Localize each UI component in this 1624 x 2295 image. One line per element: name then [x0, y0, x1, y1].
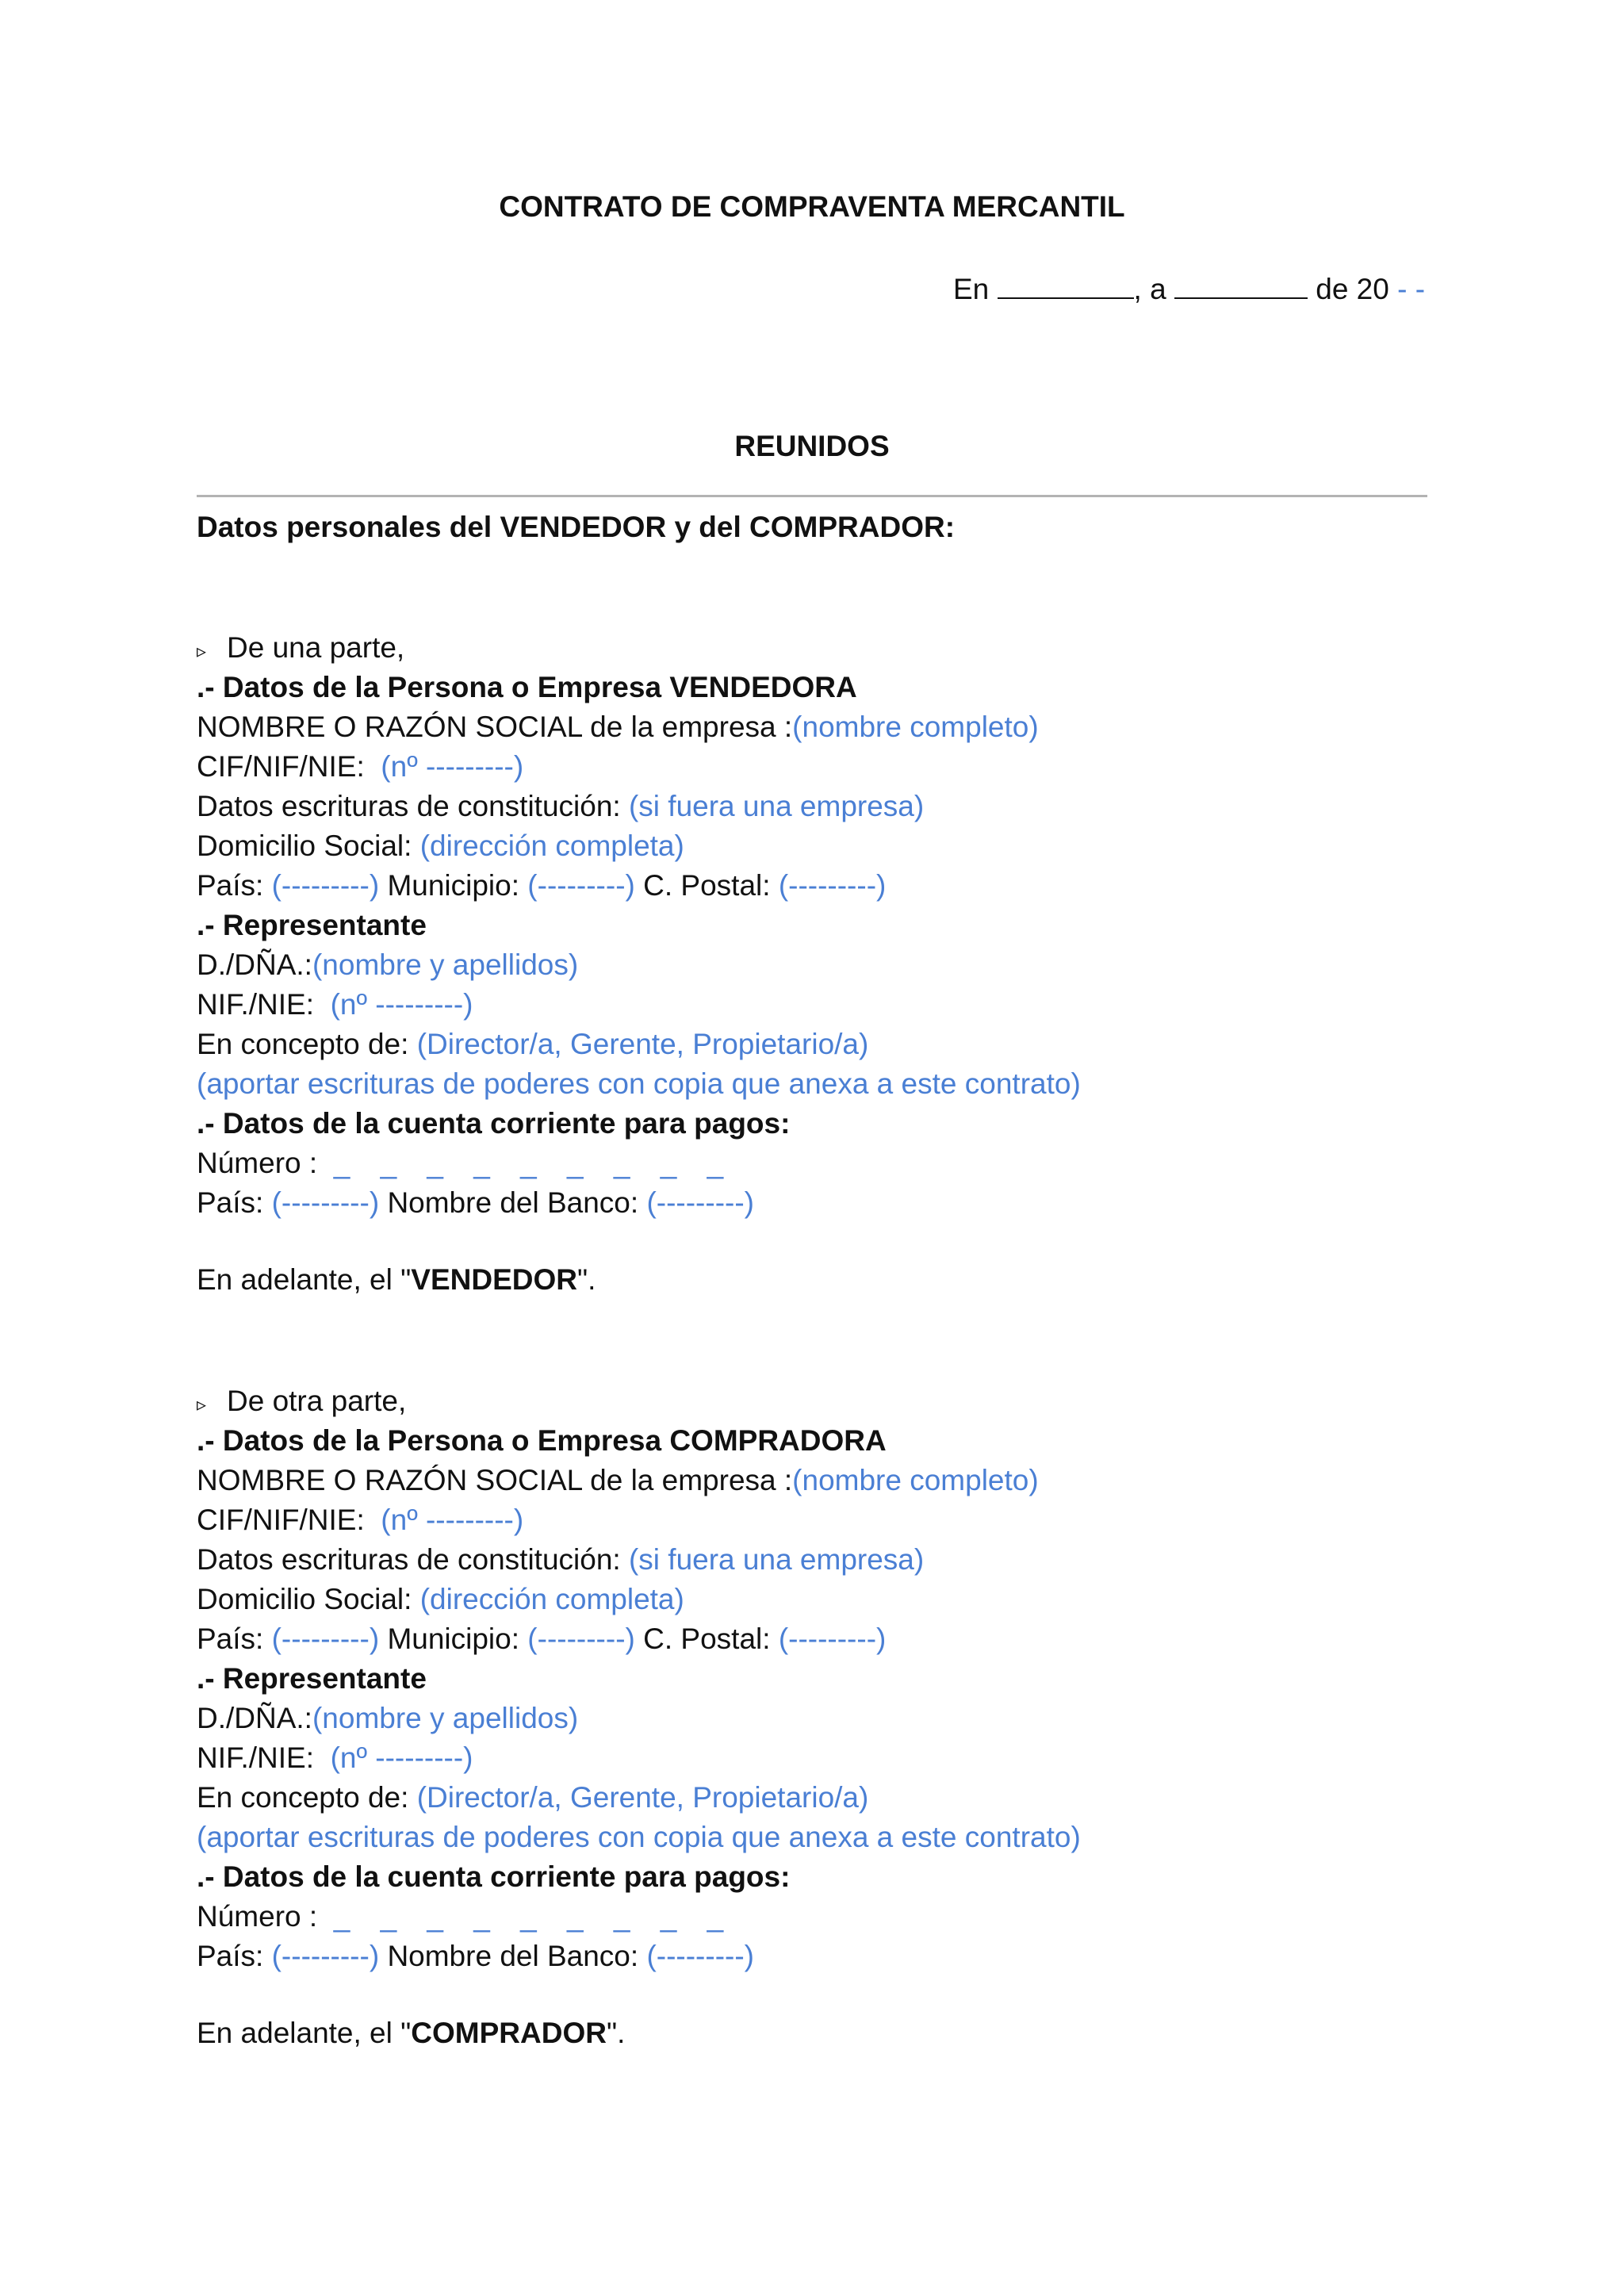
cpostal-placeholder: (---------) — [778, 869, 887, 902]
concepto-label: En concepto de: — [197, 1028, 409, 1060]
banco-placeholder: (---------) — [646, 1186, 754, 1219]
cif-placeholder: (nº ---------) — [381, 1504, 524, 1536]
vendedor-nif-line — [197, 988, 473, 1021]
date-prefix: En — [953, 273, 990, 305]
triangle-right-icon: ▹ — [197, 641, 207, 662]
banco-label: Nombre del Banco: — [387, 1186, 639, 1219]
domicilio-placeholder: (dirección completa) — [419, 829, 684, 862]
pais-placeholder: (---------) — [271, 1186, 380, 1219]
comprador-closing — [197, 2017, 625, 2050]
vendedor-banco-line — [197, 1186, 754, 1220]
domicilio-label: Domicilio Social: — [197, 829, 412, 862]
pais-label: País: — [197, 1623, 264, 1655]
vendedor-nombre-line — [197, 711, 1039, 744]
comprador-nif-line — [197, 1741, 473, 1775]
adelante-label: En adelante, el " — [197, 2017, 412, 2049]
comprador-dona-line — [197, 1702, 578, 1735]
cif-label: CIF/NIF/NIE: — [197, 1504, 365, 1536]
pais-placeholder: (---------) — [271, 1940, 380, 1972]
vendedor-closing — [197, 1263, 596, 1297]
nif-label: NIF./NIE: — [197, 988, 315, 1021]
vendedor-domicilio-line — [197, 829, 684, 863]
comprador-intro — [197, 1385, 406, 1418]
comprador-representante-heading: .- Representante — [197, 1662, 427, 1695]
vendedor-cuenta-heading: .- Datos de la cuenta corriente para pagos: — [197, 1107, 791, 1140]
escrituras-label: Datos escrituras de constitución: — [197, 790, 621, 822]
vendedor-concepto-line — [197, 1028, 868, 1061]
comprador-intro-text: De otra parte, — [227, 1385, 407, 1417]
municipio-placeholder: (---------) — [527, 869, 635, 902]
day-blank — [1174, 277, 1308, 299]
numero-placeholder: _ _ _ _ _ _ _ _ _ — [333, 1900, 735, 1933]
nombre-label: NOMBRE O RAZÓN SOCIAL de la empresa : — [197, 711, 793, 743]
nif-placeholder: (nº ---------) — [330, 988, 473, 1021]
nif-label: NIF./NIE: — [197, 1741, 315, 1774]
closing-quote: ". — [606, 2017, 626, 2049]
domicilio-placeholder: (dirección completa) — [419, 1583, 684, 1615]
concepto-label: En concepto de: — [197, 1781, 409, 1814]
vendedor-poderes-note: (aportar escrituras de poderes con copia que anexa a este contrato) — [197, 1067, 1081, 1100]
concepto-placeholder: (Director/a, Gerente, Propietario/a) — [416, 1781, 869, 1814]
pais-label: País: — [197, 1186, 264, 1219]
vendedor-heading: .- Datos de la Persona o Empresa VENDEDORA — [197, 671, 857, 703]
reunidos-heading: REUNIDOS — [734, 430, 890, 462]
dona-label: D./DÑA.: — [197, 948, 312, 981]
year-placeholder: - - — [1397, 273, 1426, 305]
vendedor-numero-line — [197, 1147, 734, 1180]
nif-placeholder: (nº ---------) — [330, 1741, 473, 1774]
vendedor-representante-heading: .- Representante — [197, 909, 427, 941]
vendedor-role: VENDEDOR — [411, 1263, 577, 1296]
vendedor-escrituras-line — [197, 790, 924, 823]
date-sep: , a — [1133, 273, 1166, 305]
horizontal-rule — [197, 495, 1427, 497]
comprador-cuenta-heading: .- Datos de la cuenta corriente para pagos: — [197, 1860, 791, 1893]
comprador-heading: .- Datos de la Persona o Empresa COMPRADORA — [197, 1424, 887, 1457]
vendedor-pais-line — [197, 869, 886, 902]
dona-label: D./DÑA.: — [197, 1702, 312, 1734]
vendedor-dona-line — [197, 948, 578, 982]
banco-placeholder: (---------) — [646, 1940, 754, 1972]
dona-placeholder: (nombre y apellidos) — [312, 948, 579, 981]
cpostal-label: C. Postal: — [643, 1623, 771, 1655]
comprador-cif-line — [197, 1504, 523, 1537]
numero-placeholder: _ _ _ _ _ _ _ _ _ — [333, 1147, 735, 1179]
nombre-label: NOMBRE O RAZÓN SOCIAL de la empresa : — [197, 1464, 793, 1496]
numero-label: Número : — [197, 1900, 318, 1933]
cif-placeholder: (nº ---------) — [381, 750, 524, 783]
place-blank — [998, 277, 1134, 299]
comprador-concepto-line — [197, 1781, 868, 1814]
nombre-placeholder: (nombre completo) — [792, 1464, 1039, 1496]
comprador-nombre-line — [197, 1464, 1039, 1497]
cpostal-placeholder: (---------) — [778, 1623, 887, 1655]
municipio-label: Municipio: — [387, 869, 520, 902]
vendedor-intro — [197, 631, 404, 665]
banco-label: Nombre del Banco: — [387, 1940, 639, 1972]
date-line — [953, 273, 1425, 306]
closing-quote: ". — [576, 1263, 596, 1296]
pais-placeholder: (---------) — [271, 1623, 380, 1655]
escrituras-label: Datos escrituras de constitución: — [197, 1543, 621, 1576]
numero-label: Número : — [197, 1147, 318, 1179]
vendedor-cif-line — [197, 750, 523, 784]
pais-label: País: — [197, 869, 264, 902]
datos-personales-heading: Datos personales del VENDEDOR y del COMPRADOR: — [197, 511, 956, 543]
comprador-numero-line — [197, 1900, 734, 1933]
triangle-right-icon: ▹ — [197, 1394, 207, 1416]
nombre-placeholder: (nombre completo) — [792, 711, 1039, 743]
domicilio-label: Domicilio Social: — [197, 1583, 412, 1615]
document-title: CONTRATO DE COMPRAVENTA MERCANTIL — [499, 190, 1125, 223]
municipio-label: Municipio: — [387, 1623, 520, 1655]
comprador-role: COMPRADOR — [411, 2017, 607, 2049]
escrituras-placeholder: (si fuera una empresa) — [628, 1543, 925, 1576]
comprador-pais-line — [197, 1623, 886, 1656]
date-de: de 20 — [1316, 273, 1389, 305]
pais-placeholder: (---------) — [271, 869, 380, 902]
pais-label: País: — [197, 1940, 264, 1972]
comprador-poderes-note: (aportar escrituras de poderes con copia que anexa a este contrato) — [197, 1821, 1081, 1853]
dona-placeholder: (nombre y apellidos) — [312, 1702, 579, 1734]
comprador-banco-line — [197, 1940, 754, 1973]
comprador-escrituras-line — [197, 1543, 924, 1577]
vendedor-intro-text: De una parte, — [227, 631, 405, 664]
municipio-placeholder: (---------) — [527, 1623, 635, 1655]
escrituras-placeholder: (si fuera una empresa) — [628, 790, 925, 822]
cif-label: CIF/NIF/NIE: — [197, 750, 365, 783]
comprador-domicilio-line — [197, 1583, 684, 1616]
adelante-label: En adelante, el " — [197, 1263, 412, 1296]
cpostal-label: C. Postal: — [643, 869, 771, 902]
concepto-placeholder: (Director/a, Gerente, Propietario/a) — [416, 1028, 869, 1060]
